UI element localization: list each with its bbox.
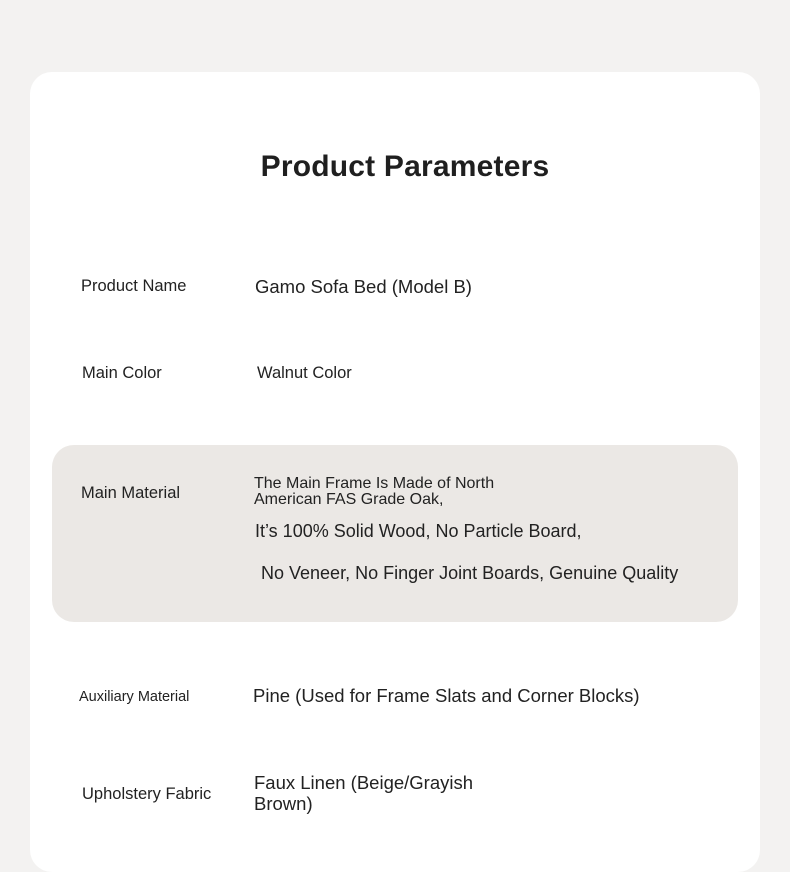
product-name-value: Gamo Sofa Bed (Model B) [255,276,472,297]
main-material-value-heading [254,476,494,507]
main-material-line-3: It’s 100% Solid Wood, No Particle Board, [255,521,582,541]
auxiliary-material-value: Pine (Used for Frame Slats and Corner Blocks) [253,685,640,706]
upholstery-fabric-value [254,772,473,814]
upholstery-fabric-line-2: Brown) [254,793,313,814]
upholstery-fabric-line-1: Faux Linen (Beige/Grayish [254,772,474,793]
section-title: Product Parameters [260,150,550,183]
upholstery-fabric-label: Upholstery Fabric [82,785,212,803]
main-material-line-4: No Veneer, No Finger Joint Boards, Genuine Quality [261,563,679,583]
auxiliary-material-label: Auxiliary Material [79,689,190,705]
main-material-line-2: American FAS Grade Oak, [254,490,444,508]
product-name-label: Product Name [81,277,187,295]
main-color-label: Main Color [82,364,162,382]
main-color-value: Walnut Color [257,364,352,382]
main-material-line-1: The Main Frame Is Made of North [254,475,495,492]
main-material-label: Main Material [81,484,181,502]
